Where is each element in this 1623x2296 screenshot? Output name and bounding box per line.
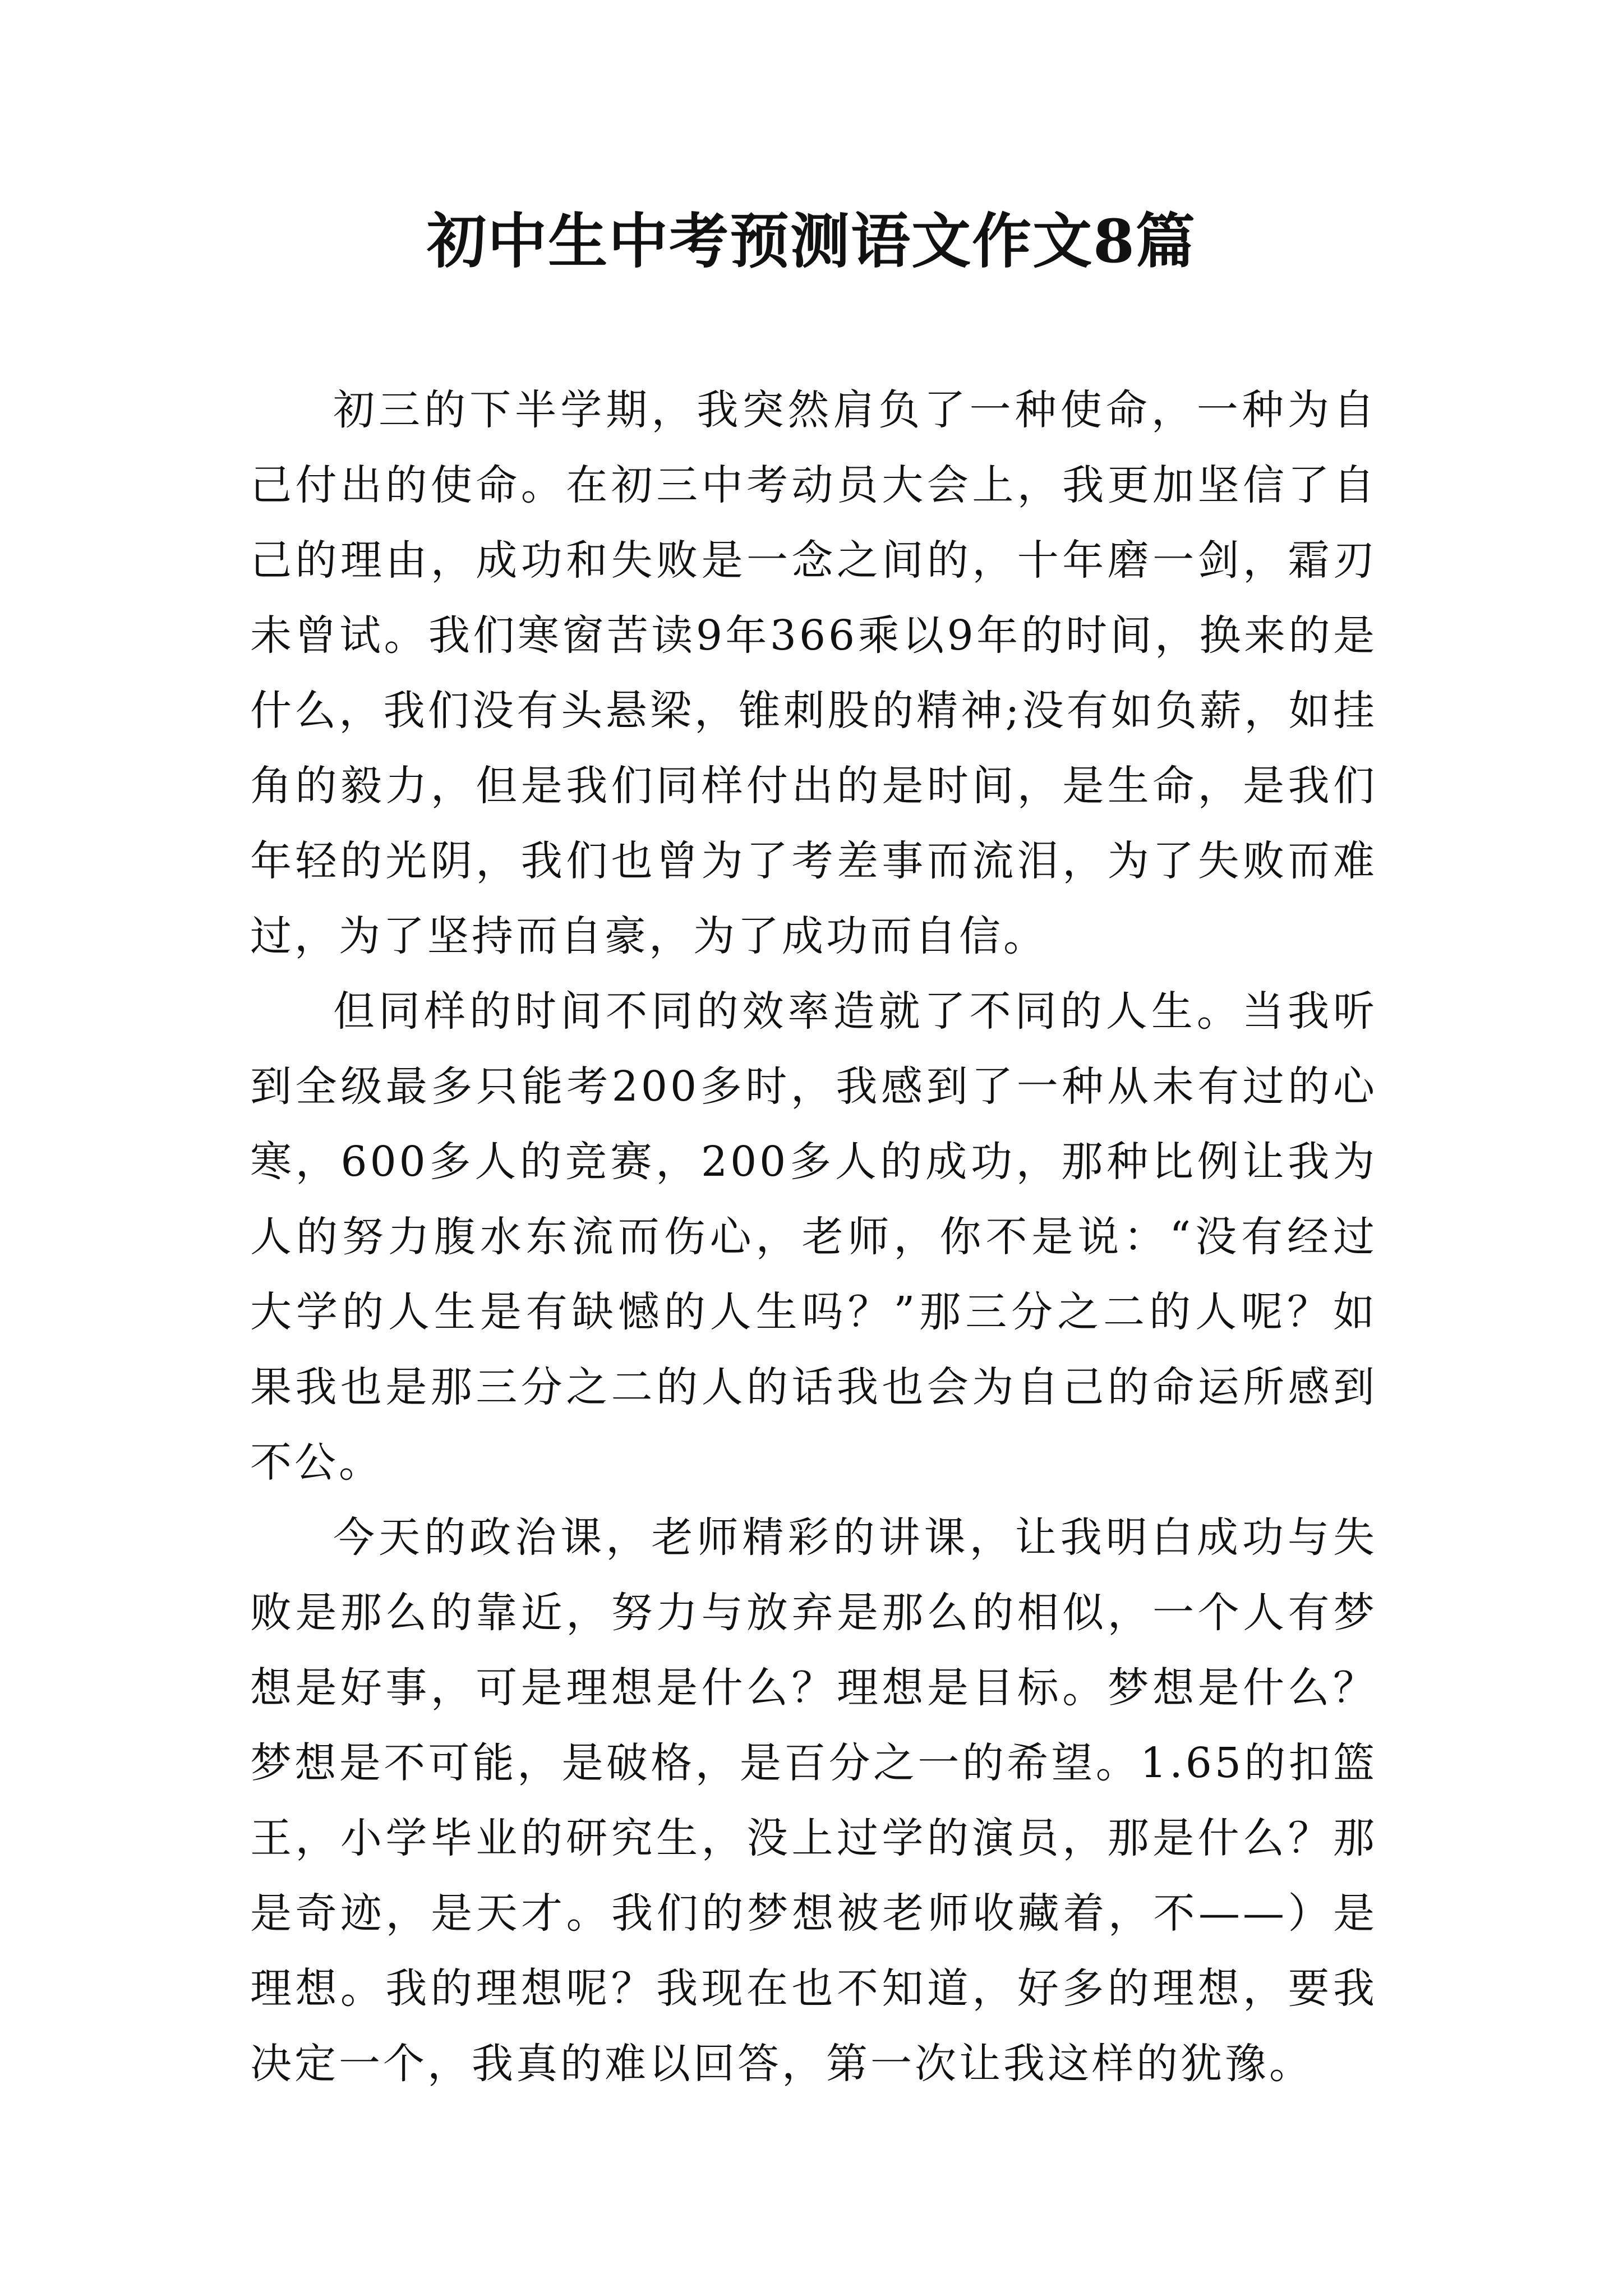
paragraph: 初三的下半学期，我突然肩负了一种使命，一种为自己付出的使命。在初三中考动员大会上，我更加坚信了自己的理由，成功和失败是一念之间的，十年磨一剑，霜刃未曾试。我们寒窗苦读9年366乘以9年的时间，换来的是什么，我们没有头悬梁，锥刺股的精神;没有如负薪，如挂角的毅力，但是我们同样付出的是时间，是生命，是我们年轻的光阴，我们也曾为了考差事而流泪，为了失败而难过，为了坚持而自豪，为了成功而自信。 (250, 386, 1377, 960)
document-title: 初中生中考预测语文作文8篇 (427, 206, 1196, 276)
document-body (250, 372, 1377, 2101)
paragraph: 但同样的时间不同的效率造就了不同的人生。当我听到全级最多只能考200多时，我感到了一种从未有过的心寒，600多人的竞赛，200多人的成功，那种比例让我为人的努力腹水东流而伤心，老师，你不是说：“没有经过大学的人生是有缺憾的人生吗？”那三分之二的人呢？如果我也是那三分之二的人的话我也会为自己的命运所感到不公。 (250, 987, 1377, 1487)
paragraph: 今天的政治课，老师精彩的讲课，让我明白成功与失败是那么的靠近，努力与放弃是那么的相似，一个人有梦想是好事，可是理想是什么？理想是目标。梦想是什么？梦想是不可能，是破格，是百分之一的希望。1.65的扣篮王，小学毕业的研究生，没上过学的演员，那是什么？那是奇迹，是天才。我们的梦想被老师收藏着，不——）是理想。我的理想呢？我现在也不知道，好多的理想，要我决定一个，我真的难以回答，第一次让我这样的犹豫。 (250, 1513, 1377, 2088)
